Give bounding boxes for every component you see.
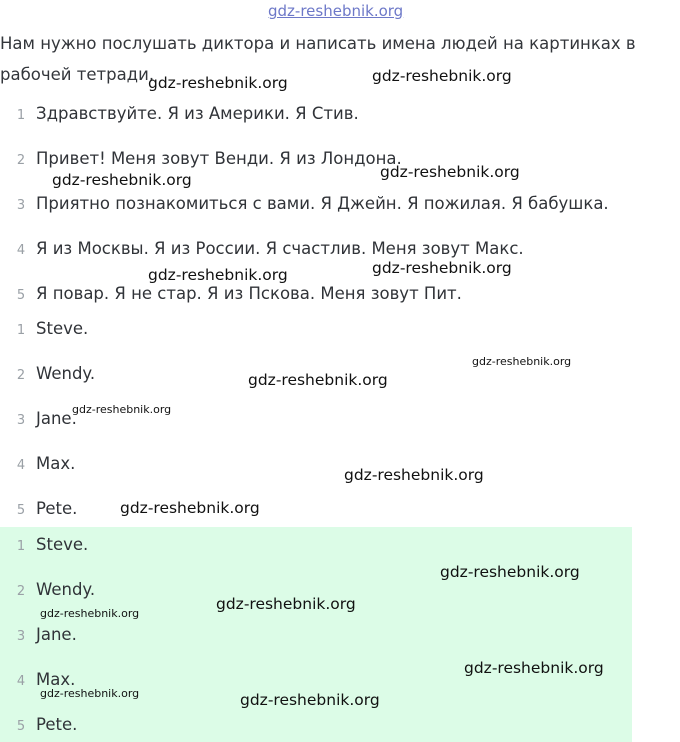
- item-text: Я повар. Я не стар. Я из Пскова. Меня зовут Пит.: [36, 284, 462, 303]
- item-text: Приятно познакомиться с вами. Я Джейн. Я пожилая. Я бабушка.: [36, 194, 609, 213]
- item-text: Max.: [36, 454, 76, 473]
- item-number: 5: [16, 719, 26, 734]
- item-text: Я из Москвы. Я из России. Я счастлив. Меня зовут Макс.: [36, 239, 524, 258]
- item-text: Jane.: [36, 409, 77, 428]
- item-number: 4: [16, 674, 26, 689]
- item-number: 2: [16, 153, 26, 168]
- item-text: Steve.: [36, 319, 89, 338]
- watermark: gdz-reshebnik.org: [248, 371, 388, 389]
- item-text: Jane.: [36, 625, 77, 644]
- transcript-item: [0, 104, 632, 130]
- watermark: gdz-reshebnik.org: [344, 466, 484, 484]
- answer-item: [0, 625, 632, 651]
- item-number: 1: [16, 108, 26, 123]
- watermark: gdz-reshebnik.org: [240, 691, 380, 709]
- top-watermark-link[interactable]: gdz-reshebnik.org: [268, 2, 404, 20]
- name-item: [0, 319, 632, 345]
- item-text: Steve.: [36, 535, 89, 554]
- watermark: gdz-reshebnik.org: [372, 259, 512, 277]
- item-text: Wendy.: [36, 580, 96, 599]
- item-number: 5: [16, 503, 26, 518]
- transcript-item: [0, 239, 632, 265]
- item-number: 3: [16, 198, 26, 213]
- task-instruction: Нам нужно послушать диктора и написать имена людей на картинках в рабочей тетради.: [0, 34, 636, 84]
- watermark: gdz-reshebnik.org: [72, 403, 172, 416]
- item-text: Max.: [36, 670, 76, 689]
- watermark: gdz-reshebnik.org: [464, 659, 604, 677]
- item-text: Здравствуйте. Я из Америки. Я Стив.: [36, 104, 359, 123]
- answer-item: [0, 535, 632, 561]
- name-item: [0, 454, 632, 480]
- item-number: 4: [16, 458, 26, 473]
- watermark: gdz-reshebnik.org: [472, 355, 572, 368]
- watermark: gdz-reshebnik.org: [440, 563, 580, 581]
- watermark: gdz-reshebnik.org: [372, 67, 512, 85]
- item-number: 2: [16, 368, 26, 383]
- item-text: Wendy.: [36, 364, 96, 383]
- watermark: gdz-reshebnik.org: [40, 687, 140, 700]
- transcript-item: [0, 194, 632, 220]
- item-number: 4: [16, 243, 26, 258]
- transcript-item: [0, 284, 632, 310]
- item-text: Pete.: [36, 499, 78, 518]
- item-number: 1: [16, 323, 26, 338]
- watermark: gdz-reshebnik.org: [52, 171, 192, 189]
- watermark: gdz-reshebnik.org: [148, 266, 288, 284]
- watermark: gdz-reshebnik.org: [120, 499, 260, 517]
- item-number: 5: [16, 288, 26, 303]
- answer-item: [0, 715, 632, 741]
- watermark: gdz-reshebnik.org: [216, 595, 356, 613]
- name-item: [0, 499, 632, 525]
- item-number: 3: [16, 629, 26, 644]
- item-number: 3: [16, 413, 26, 428]
- item-text: Привет! Меня зовут Венди. Я из Лондона.: [36, 149, 402, 168]
- watermark: gdz-reshebnik.org: [148, 74, 288, 92]
- item-number: 2: [16, 584, 26, 599]
- watermark: gdz-reshebnik.org: [380, 163, 520, 181]
- item-text: Pete.: [36, 715, 78, 734]
- watermark: gdz-reshebnik.org: [40, 607, 140, 620]
- item-number: 1: [16, 539, 26, 554]
